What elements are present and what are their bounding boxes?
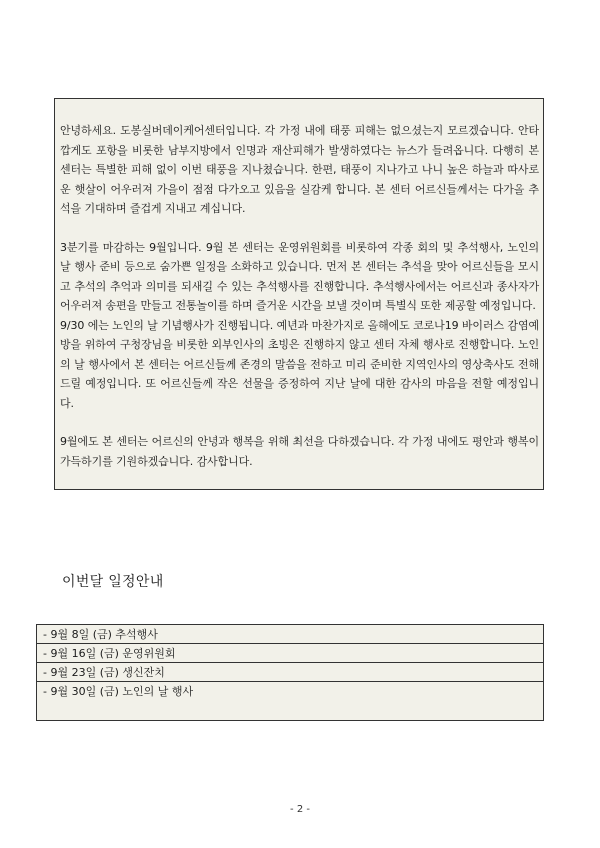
schedule-item-chuseok: - 9월 8일 (금) 추석행사 (37, 625, 543, 644)
letter-paragraph-closing: 9월에도 본 센터는 어르신의 안녕과 행복을 위해 최선을 다하겠습니다. 각 가정 내에도 평안과 행복이 가득하기를 기원하겠습니다. 감사합니다. (60, 435, 539, 468)
schedule-item-committee: - 9월 16일 (금) 운영위원회 (37, 644, 543, 663)
schedule-box (36, 624, 544, 721)
schedule-item-seniors-day: - 9월 30일 (금) 노인의 날 행사 (43, 685, 194, 698)
letter-paragraph-greeting: 안녕하세요. 도봉실버데이케어센터입니다. 각 가정 내에 태풍 피해는 없으셨는지 모르겠습니다. 안타깝게도 포항을 비롯한 남부지방에서 인명과 재산피해가 발생하였다는 뉴스가 들려옵니다. 다행히 본 센터는 특별한 피해 없이 이번 태풍을 지나쳤습니다. 한편, 태풍이 지나가고 나니 높은 하늘과 따사로운 햇살이 어우러져 가을이 점점 다가오고 있음을 실감케 합니다. 본 센터 어르신들께서는 다가올 추석을 기대하며 즐겁게 지내고 계십니다. (60, 124, 539, 215)
letter-paragraph-seniors-day: 9/30 에는 노인의 날 기념행사가 진행됩니다. 예년과 마찬가지로 올해에도 코로나19 바이러스 감염예방을 위하여 구청장님을 비롯한 외부인사의 초빙은 진행하지 않고 센터 자체 행사로 진행합니다. 노인의 날 행사에서 본 센터는 어르신들께 존경의 말씀을 전하고 미리 준비한 지역인사의 영상축사도 전해드릴 예정입니다. 또 어르신들께 작은 선물을 증정하여 지난 날에 대한 감사의 마음을 전할 예정입니다. (60, 318, 539, 410)
paragraph-gap (60, 413, 539, 432)
schedule-section-title: 이번달 일정안내 (62, 574, 164, 590)
page-number: - 2 - (290, 804, 310, 815)
paragraph-gap (60, 219, 539, 238)
newsletter-letter-box (54, 98, 544, 490)
schedule-list (37, 625, 543, 702)
letter-paragraph-september: 3분기를 마감하는 9월입니다. 9월 본 센터는 운영위원회를 비롯하여 각종 회의 및 추석행사, 노인의 날 행사 준비 등으로 숨가쁜 일정을 소화하고 있습니다. 먼저 본 센터는 추석을 맞아 어르신들을 모시고 추석의 추억과 의미를 되새길 수 있는 추석행사를 진행합니다. 추석행사에서는 어르신과 종사자가 어우러져 송편을 만들고 전통놀이를 하며 즐거운 시간을 보낼 것이며 특별식 또한 제공할 예정입니다. (60, 240, 539, 312)
schedule-item-birthday: - 9월 23일 (금) 생신잔치 (37, 663, 543, 682)
